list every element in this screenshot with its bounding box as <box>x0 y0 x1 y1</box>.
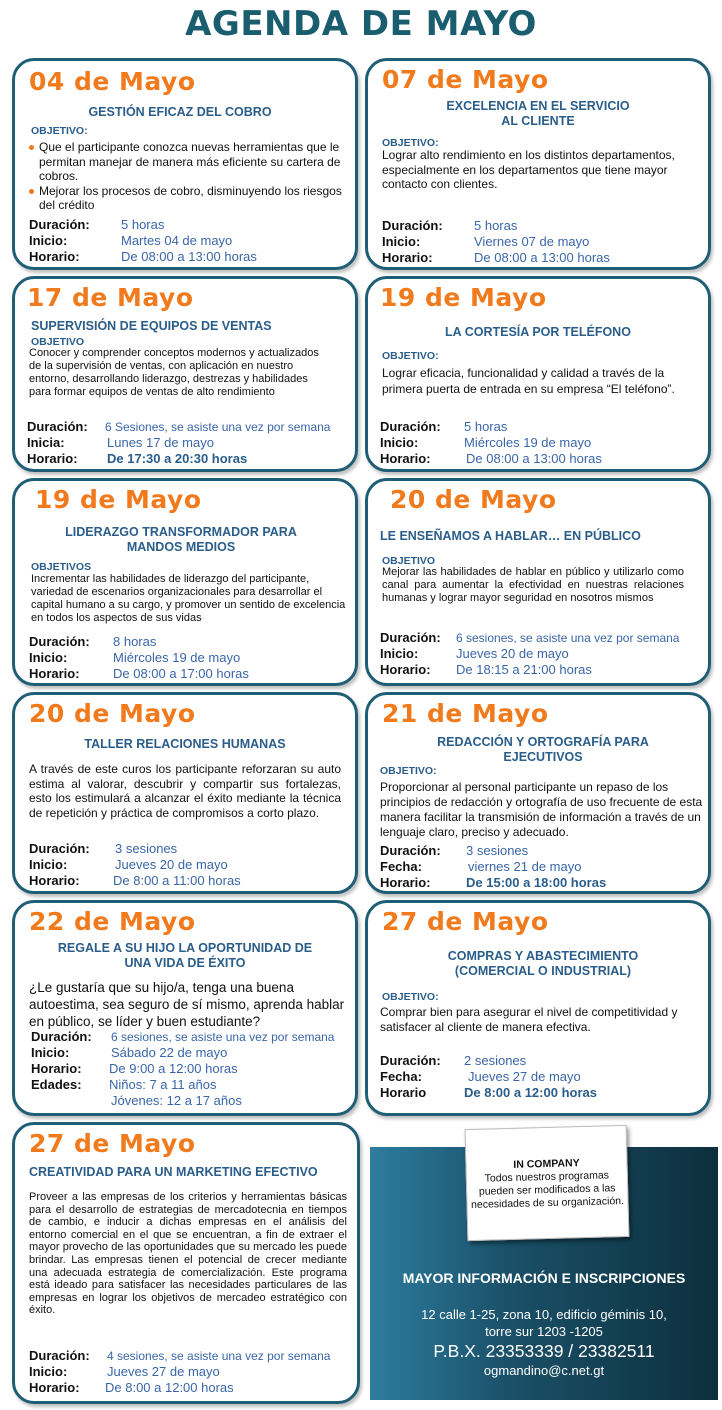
detail-label: Duración: <box>29 634 90 649</box>
contact-phone: P.B.X. 23353339 / 23382511 <box>433 1341 655 1361</box>
event-card <box>12 58 358 270</box>
detail-value: Jóvenes: 12 a 17 años <box>111 1093 242 1108</box>
event-date: 21 de Mayo <box>382 699 549 728</box>
event-date: 22 de Mayo <box>29 907 196 936</box>
objective-list <box>29 140 347 213</box>
objective-text: A través de este curos los participante reforzaran su auto estima al valorar, descubrir y compartir sus fortalezas, esto los estimulará a alcanzar el éxito mediante la técnica de repetición y práctica de compromisos a corto plazo. <box>29 762 341 820</box>
detail-label: Horario: <box>29 873 80 888</box>
objective-text: Lograr alto rendimiento en los distintos departamentos, especialmente en los departamentos que tiene mayor contacto con clientes. <box>382 148 675 191</box>
list-item: Mejorar los procesos de cobro, disminuyendo los riesgos del crédito <box>29 184 347 213</box>
detail-value: 4 sesiones, se asiste una vez por semana <box>107 1349 331 1363</box>
detail-label: Horario: <box>29 1380 80 1395</box>
detail-label: Inicio: <box>31 1045 70 1060</box>
detail-label: Inicio: <box>29 650 68 665</box>
detail-label: Duración: <box>29 217 90 232</box>
detail-value: Sábado 22 de mayo <box>111 1045 228 1060</box>
objective-text: Mejorar las habilidades de hablar en público y utilizarlo como canal para aumentar la efectividad en nuestras relaciones humanas y lograr mayor seguridad en nosotros mismos <box>382 566 684 604</box>
objective-label: OBJETIVOS <box>31 561 92 573</box>
detail-value: Niños: 7 a 11 años <box>109 1077 217 1092</box>
event-details <box>29 1348 360 1396</box>
detail-value: 2 sesiones <box>464 1053 527 1068</box>
detail-value: Miércoles 19 de mayo <box>464 435 592 450</box>
detail-label: Inicia: <box>27 435 65 450</box>
event-title: GESTIÓN EFICAZ DEL COBRO <box>88 105 272 119</box>
detail-value: 3 sesiones <box>115 841 178 856</box>
detail-label: Duración: <box>31 1029 92 1044</box>
objective-label: OBJETIVO: <box>380 765 437 777</box>
event-details <box>382 218 702 266</box>
event-card <box>12 692 358 894</box>
contact-email: ogmandino@c.net.gt <box>483 1363 605 1378</box>
in-company-text: Todos nuestros programas pueden ser modificados a las necesidades de su organización. <box>470 1169 625 1211</box>
detail-label: Duración: <box>380 1053 441 1068</box>
detail-label: Duración: <box>380 419 441 434</box>
objective-label: OBJETIVO <box>31 336 85 348</box>
detail-value: Miércoles 19 de mayo <box>113 650 241 665</box>
event-card <box>365 58 711 270</box>
detail-value: Jueves 27 de mayo <box>468 1069 581 1084</box>
event-card <box>365 692 711 894</box>
detail-value: 5 horas <box>121 217 165 232</box>
in-company-heading: IN COMPANY <box>513 1157 580 1171</box>
event-details <box>29 841 349 889</box>
event-date: 19 de Mayo <box>35 485 202 514</box>
detail-value: De 08:00 a 13:00 horas <box>121 249 257 264</box>
detail-label: Duración: <box>380 843 441 858</box>
detail-value: 6 sesiones, se asiste una vez por semana <box>111 1030 335 1044</box>
detail-value: De 08:00 a 17:00 horas <box>113 666 249 681</box>
in-company-note <box>465 1125 630 1241</box>
event-title: CREATIVIDAD PARA UN MARKETING EFECTIVO <box>29 1165 318 1179</box>
event-date: 20 de Mayo <box>29 699 196 728</box>
objective-label: OBJETIVO: <box>31 125 88 137</box>
bullet-icon <box>29 189 34 194</box>
event-title: LE ENSEÑAMOS A HABLAR… EN PÚBLICO <box>380 529 641 543</box>
event-card <box>365 478 711 686</box>
detail-value: De 8:00 a 12:00 horas <box>105 1380 234 1395</box>
detail-value: 6 sesiones, se asiste una vez por semana <box>456 631 680 645</box>
detail-label: Fecha: <box>380 859 422 874</box>
event-card <box>12 1122 360 1404</box>
detail-label: Horario: <box>31 1061 82 1076</box>
event-title: EXCELENCIA EN EL SERVICIO AL CLIENTE <box>446 99 630 128</box>
detail-label: Horario: <box>380 875 431 890</box>
event-date: 27 de Mayo <box>382 907 549 936</box>
objective-text: Incrementar las habilidades de liderazgo del participante, variedad de escenarios organizacionales para desarrollar el capital humano a su cargo, y promover un sentido de excelencia en todos los aspectos de sus vidas <box>31 573 346 624</box>
detail-label: Horario: <box>29 249 80 264</box>
detail-label: Inicio: <box>29 1364 68 1379</box>
event-details <box>31 1029 358 1109</box>
detail-value: Jueves 20 de mayo <box>115 857 228 872</box>
event-date: 04 de Mayo <box>29 67 196 96</box>
event-title: LIDERAZGO TRANSFORMADOR PARA MANDOS MEDIOS <box>65 525 297 554</box>
event-card <box>365 276 711 472</box>
detail-label: Horario: <box>27 451 78 466</box>
event-card <box>365 900 711 1116</box>
event-details <box>380 1053 700 1101</box>
contact-address: 12 calle 1-25, zona 10, edificio géminis 10, <box>421 1307 667 1322</box>
detail-label: Horario <box>380 1085 427 1100</box>
event-details <box>380 843 700 891</box>
event-card <box>12 478 358 686</box>
event-card <box>12 276 358 472</box>
objective-text: ¿Le gustaría que su hijo/a, tenga una buena autoestima, sea seguro de sí mismo, aprenda hablar en público, se líder y buen estudiante? <box>29 980 345 1029</box>
page-title: AGENDA DE MAYO <box>185 4 537 44</box>
bullet-icon <box>29 145 34 150</box>
detail-value: De 08:00 a 13:00 horas <box>466 451 602 466</box>
detail-value: Viernes 07 de mayo <box>474 234 590 249</box>
detail-label: Fecha: <box>380 1069 422 1084</box>
event-title: REGALE A SU HIJO LA OPORTUNIDAD DE UNA VIDA DE ÉXITO <box>57 941 313 970</box>
objective-text: Conocer y comprender conceptos modernos y actualizados de la supervisión de ventas, con aplicación en nuestro entorno, desarrollando liderazgo, destrezas y habilidades para formar equipos de ventas de alto rendimiento <box>29 347 319 398</box>
detail-label: Inicio: <box>29 233 68 248</box>
objective-label: OBJETIVO <box>382 555 436 567</box>
detail-label: Duración: <box>382 218 443 233</box>
detail-label: Edades: <box>31 1077 82 1092</box>
event-details <box>29 217 349 265</box>
detail-value: De 15:00 a 18:00 horas <box>466 875 607 890</box>
detail-value: De 8:00 a 11:00 horas <box>113 873 241 888</box>
detail-value: De 9:00 a 12:00 horas <box>109 1061 238 1076</box>
detail-label: Horario: <box>380 451 431 466</box>
objective-text: Proporcionar al personal participante un repaso de los principios de redacción y ortografía de uso frecuente de esta manera facilitar la transmisión de información a través de un lenguaje claro, preciso y adecuado. <box>380 780 703 839</box>
detail-label: Inicio: <box>29 857 68 872</box>
event-details <box>27 419 358 467</box>
detail-value: 5 horas <box>464 419 508 434</box>
detail-value: viernes 21 de mayo <box>468 859 582 874</box>
event-date: 07 de Mayo <box>382 65 549 94</box>
objective-label: OBJETIVO: <box>382 350 439 362</box>
detail-label: Horario: <box>382 250 433 265</box>
detail-value: Jueves 20 de mayo <box>456 646 569 661</box>
detail-label: Duración: <box>27 419 88 434</box>
detail-label: Horario: <box>29 666 80 681</box>
event-details <box>380 419 700 467</box>
objective-label: OBJETIVO: <box>382 137 439 149</box>
detail-value: 3 sesiones <box>466 843 529 858</box>
detail-value: Martes 04 de mayo <box>121 233 233 248</box>
contact-title: MAYOR INFORMACIÓN E INSCRIPCIONES <box>402 1270 686 1286</box>
detail-value: 6 Sesiones, se asiste una vez por semana <box>105 420 331 434</box>
event-date: 17 de Mayo <box>27 283 194 312</box>
detail-value: 5 horas <box>474 218 518 233</box>
detail-label: Duración: <box>380 630 441 645</box>
detail-value: De 18:15 a 21:00 horas <box>456 662 592 677</box>
objective-text: Comprar bien para asegurar el nivel de competitividad y satisfacer al cliente de manera efectiva. <box>380 1005 678 1034</box>
detail-value: Jueves 27 de mayo <box>107 1364 220 1379</box>
event-title: TALLER RELACIONES HUMANAS <box>84 737 286 751</box>
detail-value: Lunes 17 de mayo <box>107 435 214 450</box>
detail-value: De 8:00 a 12:00 horas <box>464 1085 597 1100</box>
detail-label: Inicio: <box>380 646 419 661</box>
event-details <box>29 634 349 682</box>
event-title: SUPERVISIÓN DE EQUIPOS DE VENTAS <box>31 319 272 333</box>
objective-label: OBJETIVO: <box>382 991 439 1003</box>
list-item: Que el participante conozca nuevas herramientas que le permitan manejar de manera más eficiente su cartera de cobros. <box>29 140 347 184</box>
event-date: 19 de Mayo <box>380 283 547 312</box>
detail-label: Inicio: <box>382 234 421 249</box>
objective-text: Lograr eficacia, funcionalidad y calidad a través de la primera puerta de entrada en su empresa “El teléfono”. <box>382 366 675 396</box>
detail-label: Duración: <box>29 841 90 856</box>
event-date: 27 de Mayo <box>29 1129 196 1158</box>
detail-label: Duración: <box>29 1348 90 1363</box>
event-title: COMPRAS Y ABASTECIMIENTO (COMERCIAL O INDUSTRIAL) <box>447 949 639 978</box>
event-date: 20 de Mayo <box>390 485 557 514</box>
event-title: LA CORTESÍA POR TELÉFONO <box>445 325 631 339</box>
detail-value: 8 horas <box>113 634 157 649</box>
contact-info <box>370 1270 718 1379</box>
event-details <box>380 630 711 678</box>
detail-value: De 17:30 a 20:30 horas <box>107 451 248 466</box>
contact-address: torre sur 1203 -1205 <box>485 1324 603 1339</box>
detail-label: Inicio: <box>380 435 419 450</box>
event-card <box>12 900 358 1116</box>
event-title: REDACCIÓN Y ORTOGRAFÍA PARA EJECUTIVOS <box>437 735 649 764</box>
objective-text: Proveer a las empresas de los criterios y herramientas básicas para el desarrollo de estrategias de mercadotecnia en tiempos de cambio, e inducir a dichas empresas en el análisis del entorno comercial en el que se encuentran, a fin de extraer el mayor provecho de las oportunidades que su mercado les puede brindar. Las empresas tienen el potencial de crecer mediante una adecuada estrategia de comercialización. Este programa está ideado para satisfacer las necesidades particulares de las empresas en lograr los objetivos de mercadeo estratégico con éxito. <box>29 1191 347 1317</box>
detail-label: Horario: <box>380 662 431 677</box>
detail-value: De 08:00 a 13:00 horas <box>474 250 610 265</box>
